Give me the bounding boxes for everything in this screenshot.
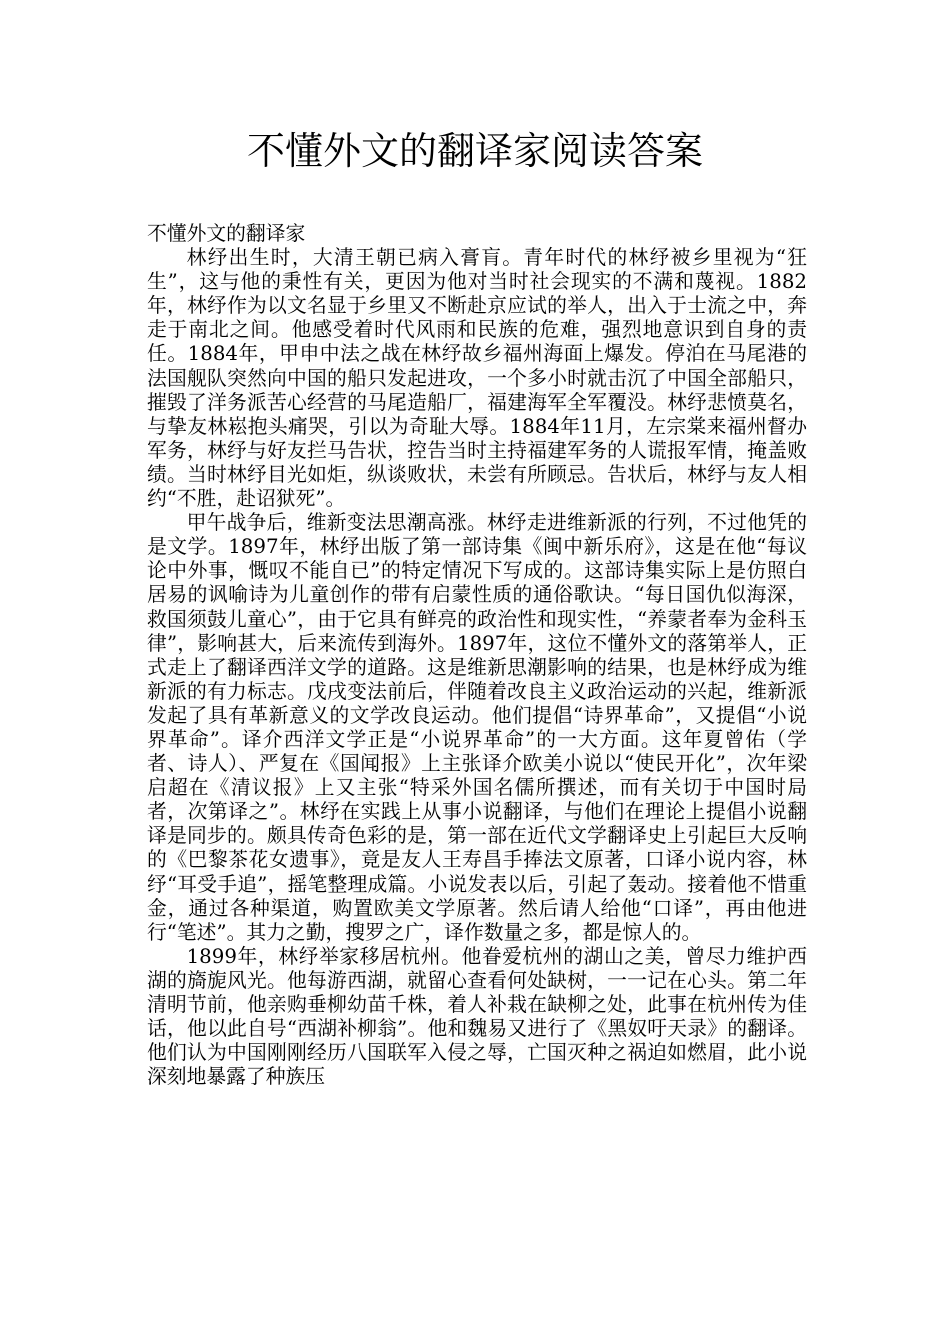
paragraph-1: 林纾出生时，大清王朝已病入膏肓。青年时代的林纾被乡里视为“狂生”，这与他的秉性有关，更因为他对当时社会现实的不满和蔑视。1882年，林纾作为以文名显于乡里又不断赴京应试的举人，出入于士流之中，奔走于南北之间。他感受着时代风雨和民族的危难，强烈地意识到自身的责任。1884年，甲申中法之战在林纾故乡福州海面上爆发。停泊在马尾港的法国舰队突然向中国的船只发起进攻，一个多小时就击沉了中国全部船只，摧毁了洋务派苦心经营的马尾造船厂，福建海军全军覆没。林纾悲愤莫名，与挚友林崧抱头痛哭，引以为奇耻大辱。1884年11月，左宗棠来福州督办军务，林纾与好友拦马告状，控告当时主持福建军务的人谎报军情，掩盖败绩。当时林纾目光如炬，纵谈败状，未尝有所顾忌。告状后，林纾与友人相约“不胜，赴诏狱死”。 <box>147 246 807 511</box>
page-title: 不懂外文的翻译家阅读答案 <box>246 129 703 173</box>
paragraph-3: 1899年，林纾举家移居杭州。他眷爱杭州的湖山之美，曾尽力维护西湖的旖旎风光。他每游西湖，就留心查看何处缺树，一一记在心头。第二年清明节前，他亲购垂柳幼苗千株，着人补栽在缺柳之处，此事在杭州传为佳话，他以此自号“西湖补柳翁”。他和魏易又进行了《黑奴吁天录》的翻译。他们认为中国刚刚经历八国联军入侵之辱，亡国灭种之祸迫如燃眉，此小说深刻地暴露了种族压 <box>147 944 807 1089</box>
paragraph-2: 甲午战争后，维新变法思潮高涨。林纾走进维新派的行列，不过他凭的是文学。1897年，林纾出版了第一部诗集《闽中新乐府》，这是在他“每议论中外事，慨叹不能自已”的特定情况下写成的。这部诗集实际上是仿照白居易的讽喻诗为儿童创作的带有启蒙性质的通俗歌诀。“每日国仇似海深，救国须鼓儿童心”，由于它具有鲜亮的政治性和现实性，“养蒙者奉为金科玉律”，影响甚大，后来流传到海外。1897年，这位不懂外文的落第举人，正式走上了翻译西洋文学的道路。这是维新思潮影响的结果，也是林纾成为维新派的有力标志。戊戌变法前后，伴随着改良主义政治运动的兴起，维新派发起了具有革新意义的文学改良运动。他们提倡“诗界革命”，又提倡“小说界革命”。译介西洋文学正是“小说界革命”的一大方面。这年夏曾佑（学者、诗人）、严复在《国闻报》上主张译介欧美小说以“使民开化”，次年梁启超在《清议报》上又主张“特采外国名儒所撰述，而有关切于中国时局者，次第译之”。林纾在实践上从事小说翻译，与他们在理论上提倡小说翻译是同步的。颇具传奇色彩的是，第一部在近代文学翻译史上引起巨大反响的《巴黎茶花女遗事》，竟是友人王寿昌手捧法文原著，口译小说内容，林纾“耳受手追”，摇笔整理成篇。小说发表以后，引起了轰动。接着他不惜重金，通过各种渠道，购置欧美文学原著。然后请人给他“口译”，再由他进行“笔述”。其力之勤，搜罗之广，译作数量之多，都是惊人的。 <box>147 511 807 944</box>
article-body <box>147 222 807 1089</box>
article-heading: 不懂外文的翻译家 <box>147 222 306 245</box>
